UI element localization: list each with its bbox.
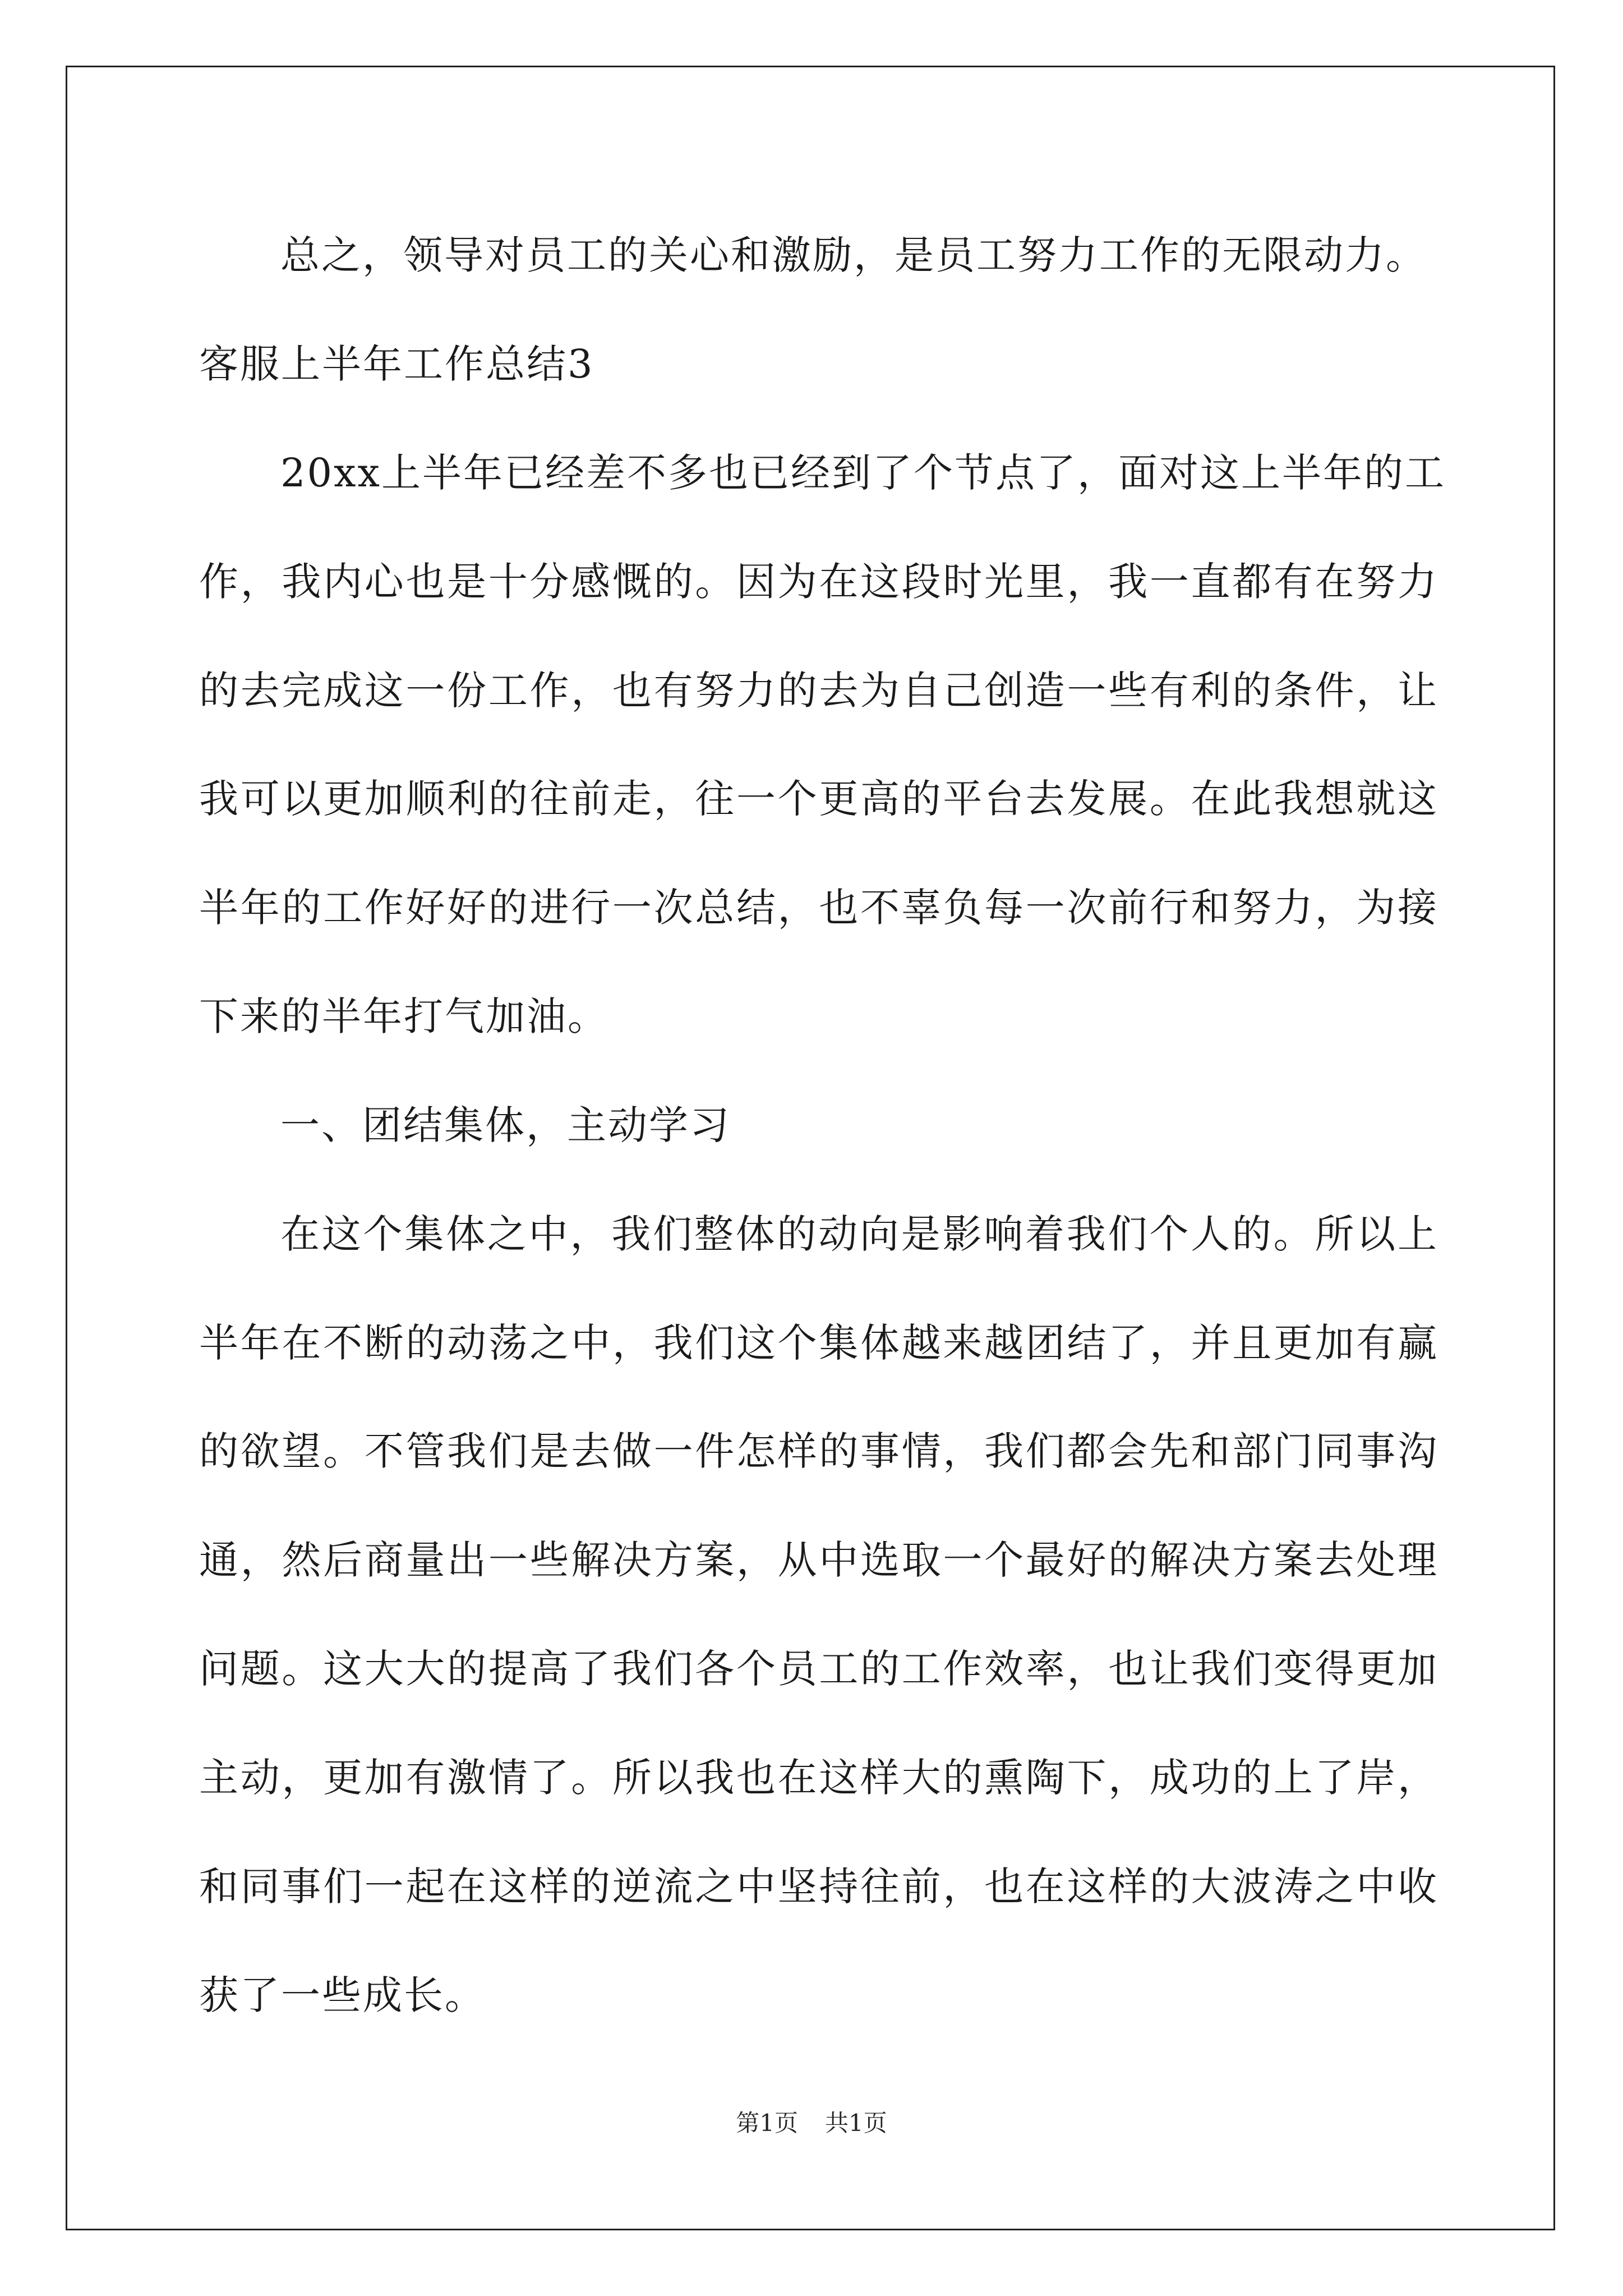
paragraph-line: 下来的半年打气加油。 xyxy=(199,993,608,1039)
paragraph-line: 主动，更加有激情了。所以我也在这样大的熏陶下，成功的上了岸， xyxy=(199,1755,1438,1801)
page-footer xyxy=(0,2109,1623,2137)
paragraph-line: 的去完成这一份工作，也有努力的去为自己创造一些有利的条件，让 xyxy=(199,668,1438,714)
page-number-total: 共1页 xyxy=(825,2109,887,2137)
paragraph-line: 问题。这大大的提高了我们各个员工的工作效率，也让我们变得更加 xyxy=(199,1646,1438,1692)
paragraph-line: 在这个集体之中，我们整体的动向是影响着我们个人的。所以上 xyxy=(280,1211,1438,1257)
paragraph-line: 20xx上半年已经差不多也已经到了个节点了，面对这上半年的工 xyxy=(280,450,1446,496)
paragraph-line: 半年的工作好好的进行一次总结，也不辜负每一次前行和努力，为接 xyxy=(199,885,1438,931)
section-title: 客服上半年工作总结3 xyxy=(199,341,594,387)
paragraph-line: 通，然后商量出一些解决方案，从中选取一个最好的解决方案去处理 xyxy=(199,1537,1438,1583)
paragraph-line: 的欲望。不管我们是去做一件怎样的事情，我们都会先和部门同事沟 xyxy=(199,1428,1438,1474)
paragraph-line: 总之，领导对员工的关心和激励，是员工努力工作的无限动力。 xyxy=(280,232,1427,278)
paragraph-line: 半年在不断的动荡之中，我们这个集体越来越团结了，并且更加有赢 xyxy=(199,1320,1438,1366)
paragraph-line: 获了一些成长。 xyxy=(199,1972,486,2018)
page-number-current: 第1页 xyxy=(736,2109,798,2137)
paragraph-line: 我可以更加顺利的往前走，往一个更高的平台去发展。在此我想就这 xyxy=(199,776,1438,822)
subsection-heading: 一、团结集体，主动学习 xyxy=(280,1102,731,1148)
paragraph-line: 和同事们一起在这样的逆流之中坚持往前，也在这样的大波涛之中收 xyxy=(199,1864,1438,1910)
paragraph-line: 作，我内心也是十分感慨的。因为在这段时光里，我一直都有在努力 xyxy=(199,559,1438,605)
